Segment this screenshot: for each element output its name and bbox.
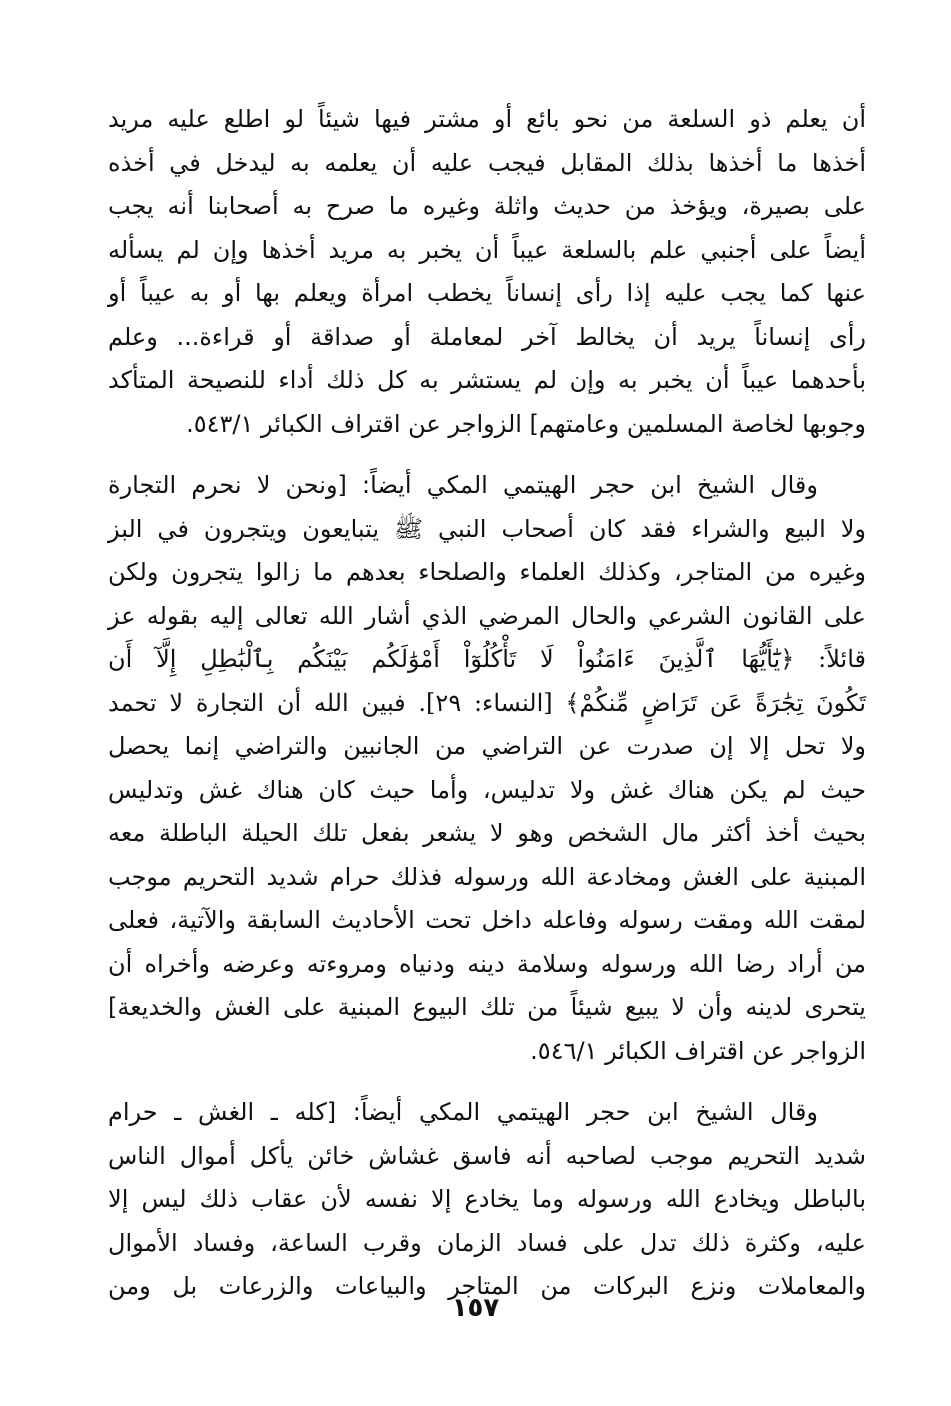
text-line: يتحرى لدينه وأن لا يبيع شيئاً من تلك البيوع المبنية على الغش والخديعة]	[108, 993, 866, 1021]
text-line: وقال الشيخ ابن حجر الهيتمي المكي أيضاً: [ونحن لا نحرم التجارة	[108, 471, 818, 499]
text-line: عنها كما يجب عليه إذا رأى إنساناً يخطب امرأة ويعلم بها أو به عيباً أو	[108, 279, 866, 307]
text-line: حيث لم يكن هناك غش ولا تدليس، وأما حيث كان هناك غش وتدليس	[108, 775, 866, 804]
text-line: بالباطل ويخادع الله ورسوله وما يخادع إلا نفسه لأن عقاب ذلك ليس إلا	[108, 1185, 866, 1213]
text-line: أخذها ما أخذها بذلك المقابل فيجب عليه أن يعلمه به ليدخل في أخذه	[108, 148, 866, 177]
paragraph-2	[108, 464, 866, 1073]
text-line: وجوبها لخاصة المسلمين وعامتهم] الزواجر عن اقتراف الكبائر ٥٤٣/١.	[186, 409, 866, 438]
text-line: على القانون الشرعي والحال المرضي الذي أشار الله تعالى إليه بقوله عز	[108, 601, 866, 630]
paragraph-3	[108, 1091, 866, 1309]
text-line: بحيث أخذ أكثر مال الشخص وهو لا يشعر بفعل تلك الحيلة الباطلة معه	[108, 819, 866, 847]
quran-verse-line: تَكُونَ تِجَٰرَةً عَن تَرَاضٍ مِّنكُمْ﴾ [النساء: ٢٩]. فبين الله أن التجارة لا تحمد	[108, 688, 866, 717]
text-line: شديد التحريم موجب لصاحبه أنه فاسق غشاش خائن يأكل أموال الناس	[108, 1141, 866, 1170]
text-line: الزواجر عن اقتراف الكبائر ٥٤٦/١.	[530, 1036, 866, 1065]
text-line: بأحدهما عيباً أن يخبر به وإن لم يستشر به كل ذلك أداء للنصيحة المتأكد	[108, 366, 866, 394]
text-line: من أراد رضا الله ورسوله وسلامة دينه ودنياه ومروءته وعرضه وأخراه أن	[108, 949, 866, 978]
text-line: عليه، وكثرة ذلك تدل على فساد الزمان وقرب الساعة، وفساد الأموال	[108, 1228, 866, 1257]
paragraph-1	[108, 98, 866, 446]
text-line: لمقت الله ومقت رسوله وفاعله داخل تحت الأحاديث السابقة والآتية، فعلى	[108, 906, 866, 934]
text-line: على بصيرة، ويؤخذ من حديث واثلة وغيره ما صرح به أصحابنا أنه يجب	[108, 192, 866, 220]
text-line: ولا تحل إلا إن صدرت عن التراضي من الجانبين والتراضي إنما يحصل	[108, 732, 866, 760]
page-body	[108, 98, 866, 1309]
text-line: والمعاملات ونزع البركات من المتاجر والبياعات والزرعات بل ومن	[108, 1272, 866, 1300]
text-line: وقال الشيخ ابن حجر الهيتمي المكي أيضاً: [كله ـ الغش ـ حرام	[108, 1098, 818, 1126]
text-line: المبنية على الغش ومخادعة الله ورسوله فذلك حرام شديد التحريم موجب	[108, 862, 866, 891]
text-line: أيضاً على أجنبي علم بالسلعة عيباً أن يخبر به مريد أخذها وإن لم يسأله	[108, 235, 866, 264]
page-number: ١٥٧	[451, 1293, 500, 1323]
text-line: وغيره من المتاجر، وكذلك العلماء والصلحاء بعدهم ما زالوا يتجرون ولكن	[108, 558, 866, 586]
text-line: أن يعلم ذو السلعة من نحو بائع أو مشتر فيها شيئاً لو اطلع عليه مريد	[108, 105, 866, 133]
text-line: رأى إنساناً يريد أن يخالط آخر لمعاملة أو صداقة أو قراءة... وعلم	[108, 322, 866, 351]
text-line: ولا البيع والشراء فقد كان أصحاب النبي ﷺ يتبايعون ويتجرون في البز	[108, 514, 866, 543]
quran-verse-line: قائلاً: ﴿يَٰٓأَيُّهَا ٱلَّذِينَ ءَامَنُواْ لَا تَأْكُلُوٓاْ أَمْوَٰلَكُم بَيْنَكُم بِٱلْبَٰطِلِ إِلَّآ أَن	[108, 645, 866, 673]
